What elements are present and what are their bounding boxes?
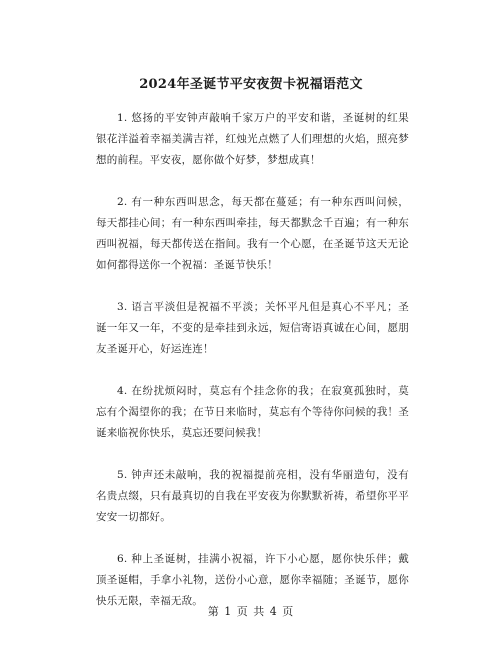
- paragraph-2: 2. 有一种东西叫思念，每天都在蔓延；有一种东西叫问候，每天都挂心间；有一种东西叫牵挂，每天都默念千百遍；有一种东西叫祝福，每天都传送在指间。我有一个心愿，在圣诞节这天无论如何都得送你一个祝福：圣诞节快乐！: [96, 196, 409, 271]
- document-title: 2024年圣诞节平安夜贺卡祝福语范文: [139, 77, 363, 92]
- page-number-footer: 第 1 页 共 4 页: [207, 605, 295, 618]
- paragraph-6: 6. 种上圣诞树，挂满小祝福，许下小心愿，愿你快乐伴；戴顶圣诞帽，手拿小礼物，送份小心意，愿你幸福随；圣诞节，愿你快乐无限，幸福无敌。: [96, 553, 409, 607]
- paragraph-3: 3. 语言平淡但是祝福不平淡；关怀平凡但是真心不平凡；圣诞一年又一年，不变的是牵挂到永远，短信寄语真诚在心间，愿朋友圣诞开心，好运连连！: [96, 301, 409, 355]
- paragraph-1: 1. 悠扬的平安钟声敲响千家万户的平安和谐，圣诞树的红果银花洋溢着幸福美满吉祥，红烛光点燃了人们理想的火焰，照亮梦想的前程。平安夜，愿你做个好梦，梦想成真！: [96, 112, 409, 166]
- paragraph-4: 4. 在纷扰烦闷时，莫忘有个挂念你的我；在寂寞孤独时，莫忘有个渴望你的我；在节日来临时，莫忘有个等待你问候的我！圣诞来临祝你快乐，莫忘还要问候我！: [96, 385, 409, 439]
- paragraph-5: 5. 钟声还未敲响，我的祝福提前亮相，没有华丽造句，没有名贵点缀，只有最真切的自我在平安夜为你默默祈祷，希望你平平安安一切都好。: [96, 469, 409, 523]
- document-body: [96, 108, 409, 633]
